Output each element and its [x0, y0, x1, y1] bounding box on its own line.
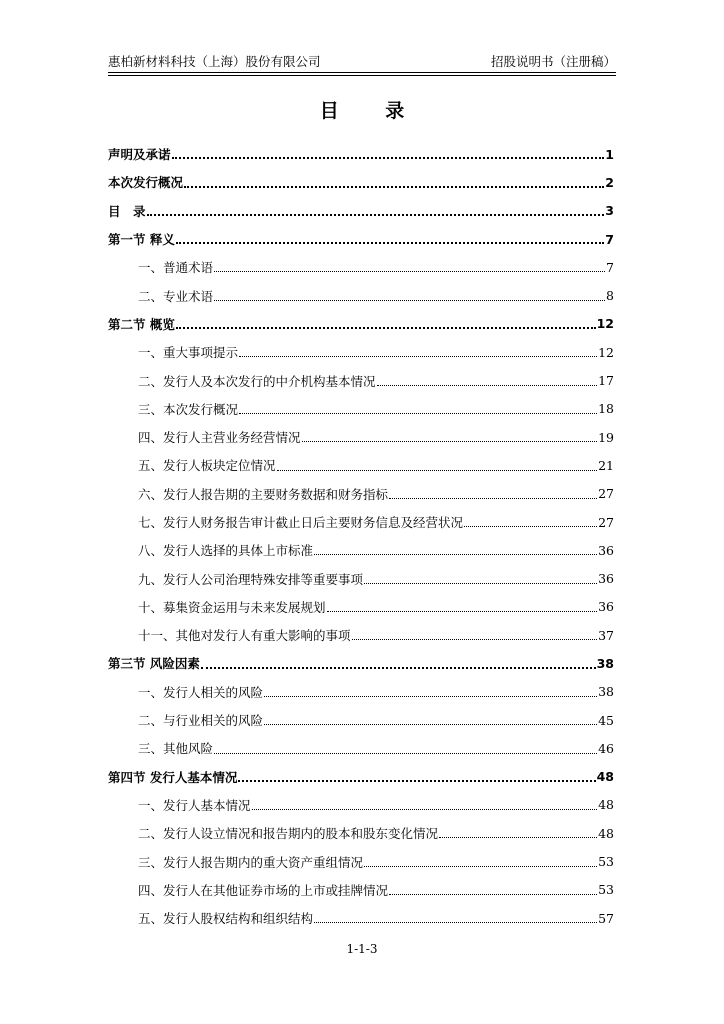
toc-entry-label: 五、发行人板块定位情况	[138, 458, 276, 474]
toc-entry-page: 19	[598, 429, 614, 445]
toc-entry-page: 2	[605, 174, 614, 190]
toc-leader-dots	[239, 413, 597, 414]
toc-subsection-entry[interactable]	[108, 621, 614, 649]
toc-entry-page: 48	[598, 797, 614, 813]
toc-subsection-entry[interactable]	[108, 847, 614, 875]
toc-entry-page: 53	[598, 882, 614, 898]
page-number: 1-1-3	[346, 942, 378, 956]
toc-leader-dots	[252, 809, 598, 810]
toc-section-entry[interactable]	[108, 310, 614, 338]
toc-section-entry[interactable]	[108, 763, 614, 791]
toc-section-entry[interactable]	[108, 168, 614, 196]
header-company: 惠柏新材料科技（上海）股份有限公司	[108, 54, 321, 69]
toc-entry-page: 27	[598, 514, 614, 530]
toc-leader-dots	[201, 667, 596, 669]
toc-leader-dots	[314, 554, 597, 555]
toc-entry-label: 三、其他风险	[138, 741, 214, 757]
toc-leader-dots	[377, 385, 598, 386]
toc-entry-label: 三、本次发行概况	[138, 401, 239, 417]
toc-subsection-entry[interactable]	[108, 366, 614, 394]
toc-leader-dots	[364, 866, 597, 867]
toc-entry-page: 17	[598, 373, 614, 389]
toc-entry-label: 声明及承诺	[108, 147, 171, 163]
header-rule	[108, 72, 616, 73]
toc-entry-label: 五、发行人股权结构和组织结构	[138, 911, 314, 927]
toc-subsection-entry[interactable]	[108, 536, 614, 564]
toc-entry-label: 本次发行概况	[108, 175, 184, 191]
toc-subsection-entry[interactable]	[108, 451, 614, 479]
toc-section-entry[interactable]	[108, 225, 614, 253]
toc-leader-dots	[439, 837, 597, 838]
toc-subsection-entry[interactable]	[108, 876, 614, 904]
page-title: 目 录	[319, 100, 425, 122]
toc-leader-dots	[214, 753, 597, 754]
toc-entry-page: 36	[598, 571, 614, 587]
toc-entry-page: 18	[598, 401, 614, 417]
toc-entry-label: 一、重大事项提示	[138, 345, 239, 361]
toc-leader-dots	[314, 922, 597, 923]
toc-leader-dots	[352, 639, 598, 640]
toc-leader-dots	[464, 526, 597, 527]
toc-entry-page: 48	[598, 825, 614, 841]
toc-leader-dots	[176, 242, 604, 244]
toc-entry-label: 二、专业术语	[138, 288, 214, 304]
toc-entry-page: 45	[598, 712, 614, 728]
toc-entry-page: 37	[598, 627, 614, 643]
toc-subsection-entry[interactable]	[108, 706, 614, 734]
toc-entry-label: 第二节 概览	[108, 316, 175, 332]
toc-entry-label: 二、发行人设立情况和报告期内的股本和股东变化情况	[138, 826, 439, 842]
toc-section-entry[interactable]	[108, 140, 614, 168]
toc-entry-page: 46	[598, 740, 614, 756]
toc-subsection-entry[interactable]	[108, 564, 614, 592]
toc-leader-dots	[264, 696, 597, 697]
toc-entry-page: 7	[605, 231, 614, 247]
header-rule-thin	[108, 75, 616, 76]
toc-entry-label: 九、发行人公司治理特殊安排等重要事项	[138, 571, 364, 587]
toc-entry-page: 8	[606, 288, 614, 304]
toc-leader-dots	[172, 157, 605, 159]
toc-entry-label: 一、发行人基本情况	[138, 797, 251, 813]
page-header	[108, 50, 616, 72]
toc-entry-page: 48	[596, 769, 614, 785]
toc-leader-dots	[214, 300, 605, 301]
toc-entry-page: 1	[605, 146, 614, 162]
toc-entry-label: 第三节 风险因素	[108, 656, 200, 672]
toc-leader-dots	[214, 271, 605, 272]
toc-entry-label: 六、发行人报告期的主要财务数据和财务指标	[138, 486, 389, 502]
toc-subsection-entry[interactable]	[108, 253, 614, 281]
toc-entry-label: 二、发行人及本次发行的中介机构基本情况	[138, 373, 376, 389]
toc-leader-dots	[364, 583, 597, 584]
toc-entry-page: 57	[598, 910, 614, 926]
toc-section-entry[interactable]	[108, 197, 614, 225]
toc-entry-page: 12	[598, 344, 614, 360]
toc-entry-page: 12	[596, 316, 614, 332]
toc-leader-dots	[264, 724, 597, 725]
table-of-contents	[108, 140, 614, 932]
toc-entry-label: 二、与行业相关的风险	[138, 713, 264, 729]
toc-entry-page: 38	[598, 684, 614, 700]
toc-entry-page: 38	[596, 655, 614, 671]
toc-entry-page: 36	[598, 599, 614, 615]
toc-leader-dots	[389, 498, 597, 499]
toc-entry-page: 53	[598, 854, 614, 870]
toc-subsection-entry[interactable]	[108, 678, 614, 706]
toc-leader-dots	[302, 441, 598, 442]
toc-subsection-entry[interactable]	[108, 281, 614, 309]
toc-subsection-entry[interactable]	[108, 508, 614, 536]
toc-entry-page: 36	[598, 542, 614, 558]
toc-entry-label: 四、发行人主营业务经营情况	[138, 430, 301, 446]
toc-subsection-entry[interactable]	[108, 593, 614, 621]
toc-entry-label: 一、普通术语	[138, 260, 214, 276]
toc-leader-dots	[147, 214, 605, 216]
toc-entry-label: 目 录	[108, 203, 146, 219]
toc-entry-page: 3	[605, 203, 614, 219]
toc-subsection-entry[interactable]	[108, 338, 614, 366]
toc-entry-label: 第一节 释义	[108, 232, 175, 248]
header-doc-type: 招股说明书（注册稿）	[490, 54, 616, 69]
toc-section-entry[interactable]	[108, 649, 614, 677]
toc-entry-label: 十一、其他对发行人有重大影响的事项	[138, 628, 351, 644]
toc-entry-label: 四、发行人在其他证券市场的上市或挂牌情况	[138, 882, 389, 898]
toc-leader-dots	[238, 780, 595, 782]
toc-entry-label: 第四节 发行人基本情况	[108, 769, 238, 785]
toc-leader-dots	[184, 186, 604, 188]
toc-subsection-entry[interactable]	[108, 423, 614, 451]
toc-subsection-entry[interactable]	[108, 904, 614, 932]
toc-leader-dots	[327, 611, 598, 612]
toc-entry-label: 一、发行人相关的风险	[138, 684, 264, 700]
toc-subsection-entry[interactable]	[108, 480, 614, 508]
toc-entry-page: 21	[598, 457, 614, 473]
toc-subsection-entry[interactable]	[108, 395, 614, 423]
toc-subsection-entry[interactable]	[108, 791, 614, 819]
toc-leader-dots	[277, 470, 598, 471]
toc-leader-dots	[176, 327, 596, 329]
toc-entry-page: 7	[606, 259, 614, 275]
toc-entry-label: 七、发行人财务报告审计截止日后主要财务信息及经营状况	[138, 515, 464, 530]
toc-entry-label: 十、募集资金运用与未来发展规划	[138, 599, 326, 615]
toc-entry-label: 八、发行人选择的具体上市标准	[138, 543, 314, 559]
toc-subsection-entry[interactable]	[108, 819, 614, 847]
toc-subsection-entry[interactable]	[108, 734, 614, 762]
toc-entry-page: 27	[598, 486, 614, 502]
toc-leader-dots	[239, 356, 597, 357]
toc-entry-label: 三、发行人报告期内的重大资产重组情况	[138, 854, 364, 870]
toc-leader-dots	[389, 894, 597, 895]
